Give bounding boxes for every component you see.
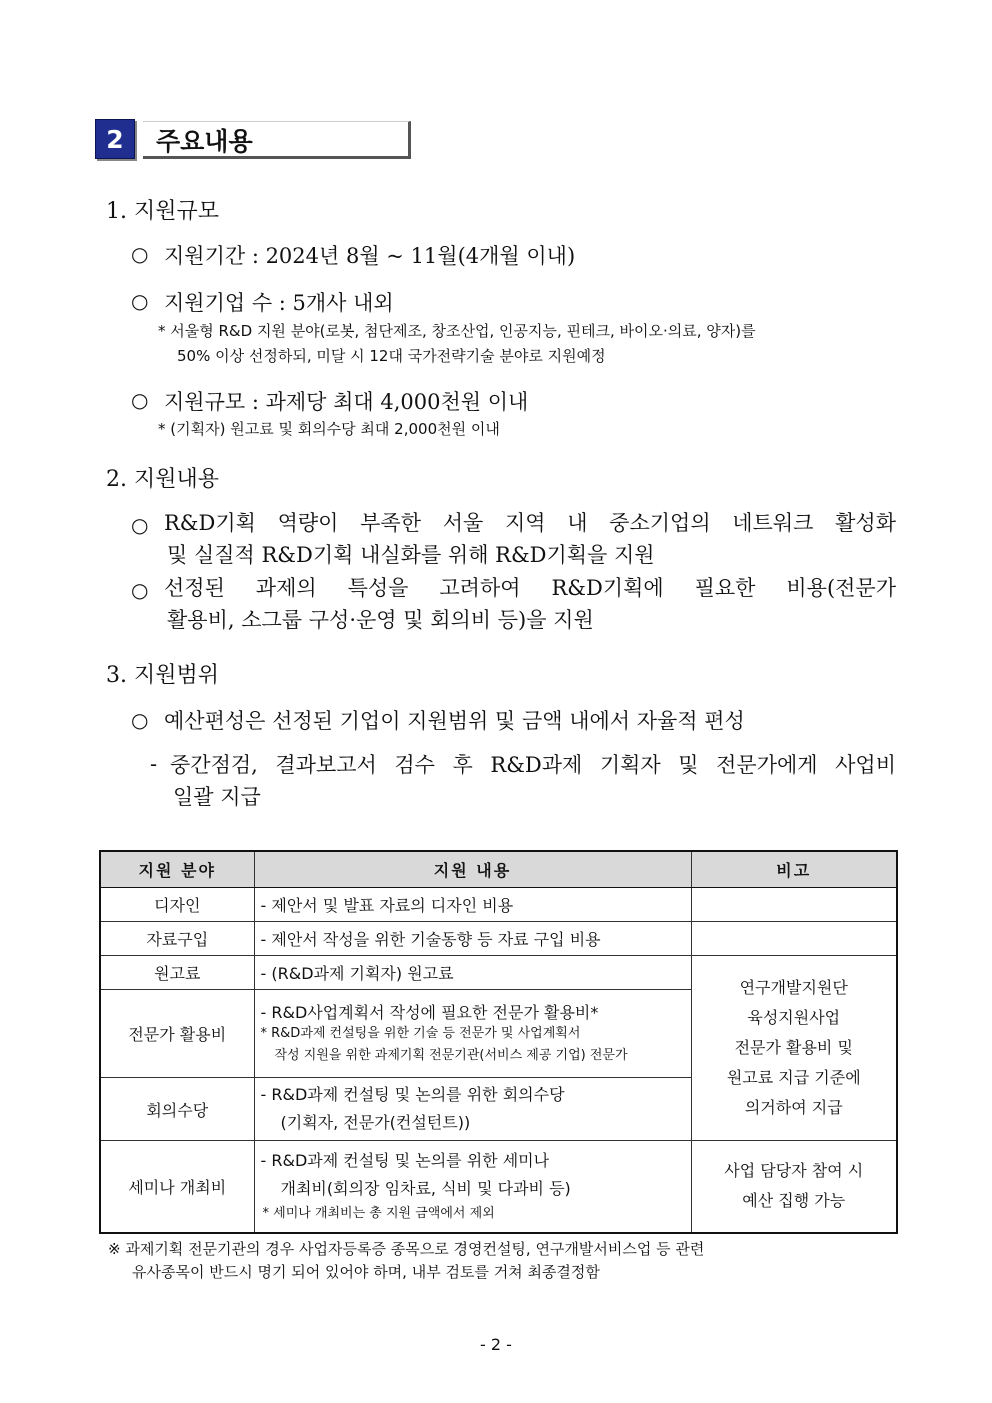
table-header-field: 지원 분야 bbox=[100, 851, 254, 888]
table-header-content: 지원 내용 bbox=[254, 851, 691, 888]
note-criteria-line: 의거하여 지급 bbox=[744, 1098, 843, 1117]
cell-field: 전문가 활용비 bbox=[100, 990, 254, 1078]
bullet-circle: ○ bbox=[131, 578, 149, 602]
table-row bbox=[100, 922, 897, 956]
cell-content-line-2: (기획자, 전문가(컨설턴트)) bbox=[280, 1113, 471, 1132]
cell-content-main: - R&D사업계획서 작성에 필요한 전문가 활용비* bbox=[260, 1003, 599, 1022]
note-company-count-1: * 서울형 R&D 지원 분야(로봇, 첨단제조, 창조산업, 인공지능, 핀테크, 바이오·의료, 양자)를 bbox=[158, 322, 756, 340]
paragraph-content-2-line-2: 활용비, 소그룹 구성·운영 및 회의비 등)을 지원 bbox=[167, 608, 594, 632]
cell-field: 세미나 개최비 bbox=[100, 1141, 254, 1233]
support-amount: 지원규모 : 과제당 최대 4,000천원 이내 bbox=[164, 390, 529, 414]
note-support-amount: * (기획자) 원고료 및 회의수당 최대 2,000천원 이내 bbox=[158, 420, 500, 438]
cell-content-line-1: - R&D과제 컨설팅 및 논의를 위한 세미나 bbox=[260, 1151, 550, 1171]
paragraph-content-2 bbox=[164, 572, 896, 636]
cell-content-sub-1: * R&D과제 컨설팅을 위한 기술 등 전문가 및 사업계획서 bbox=[260, 1026, 581, 1041]
dash-symbol: - bbox=[150, 752, 158, 776]
cell-note-empty bbox=[691, 922, 897, 956]
paragraph-content-1-line-1: R&D기획 역량이 부족한 서울 지역 내 중소기업의 네트워크 활성화 bbox=[164, 511, 896, 535]
heading-support-content: 2. 지원내용 bbox=[106, 467, 219, 492]
cell-note-criteria bbox=[691, 956, 897, 1141]
budget-formation: 예산편성은 선정된 기업이 지원범위 및 금액 내에서 자율적 편성 bbox=[164, 709, 745, 733]
bullet-circle: ○ bbox=[131, 388, 149, 412]
cell-content-sub: * 세미나 개최비는 총 지원 금액에서 제외 bbox=[262, 1206, 495, 1222]
paragraph-payment-line-1: 중간점검, 결과보고서 검수 후 R&D과제 기획자 및 전문가에게 사업비 bbox=[170, 753, 896, 777]
note-execution-line: 사업 담당자 참여 시 bbox=[724, 1161, 864, 1181]
section-number-badge: 2 bbox=[95, 119, 135, 159]
section-title: 주요내용 bbox=[156, 127, 253, 156]
heading-support-range: 3. 지원범위 bbox=[106, 663, 219, 688]
cell-note-empty bbox=[691, 888, 897, 922]
cell-content bbox=[254, 990, 691, 1078]
heading-support-scale: 1. 지원규모 bbox=[106, 199, 219, 224]
bullet-circle: ○ bbox=[131, 242, 149, 266]
cell-content: - 제안서 및 발표 자료의 디자인 비용 bbox=[254, 888, 691, 922]
footnote-line-1: ※ 과제기획 전문기관의 경우 사업자등록증 종목으로 경영컨설팅, 연구개발서비스업 등 관련 bbox=[108, 1240, 705, 1258]
table-row bbox=[100, 1141, 897, 1233]
footnote-line-2: 유사종목이 반드시 명기 되어 있어야 하며, 내부 검토를 거쳐 최종결정함 bbox=[132, 1263, 600, 1281]
paragraph-content-2-line-1: 선정된 과제의 특성을 고려하여 R&D기획에 필요한 비용(전문가 bbox=[164, 576, 896, 600]
note-company-count-2: 50% 이상 선정하되, 미달 시 12대 국가전략기술 분야로 지원예정 bbox=[177, 347, 606, 365]
table-row bbox=[100, 956, 897, 990]
paragraph-content-1 bbox=[164, 507, 896, 571]
cell-content: - (R&D과제 기획자) 원고료 bbox=[254, 956, 691, 990]
page-number: - 2 - bbox=[480, 1335, 512, 1354]
cell-field: 회의수당 bbox=[100, 1078, 254, 1141]
note-execution-line: 예산 집행 가능 bbox=[742, 1191, 846, 1211]
cell-content: - 제안서 작성을 위한 기술동향 등 자료 구입 비용 bbox=[254, 922, 691, 956]
paragraph-payment bbox=[170, 749, 896, 813]
table-header-row bbox=[100, 851, 897, 888]
cell-field: 자료구입 bbox=[100, 922, 254, 956]
cell-field: 디자인 bbox=[100, 888, 254, 922]
paragraph-content-1-line-2: 및 실질적 R&D기획 내실화를 위해 R&D기획을 지원 bbox=[167, 543, 655, 567]
footnote bbox=[108, 1238, 888, 1284]
note-criteria-line: 연구개발지원단 bbox=[739, 978, 848, 997]
support-company-count: 지원기업 수 : 5개사 내외 bbox=[164, 291, 394, 315]
bullet-circle: ○ bbox=[131, 289, 149, 313]
support-period: 지원기간 : 2024년 8월 ~ 11월(4개월 이내) bbox=[164, 244, 576, 268]
note-criteria-line: 원고료 지급 기준에 bbox=[726, 1068, 861, 1087]
bullet-circle: ○ bbox=[131, 708, 149, 732]
cell-content-line-2: 개최비(회의장 임차료, 식비 및 다과비 등) bbox=[280, 1179, 571, 1199]
bullet-circle: ○ bbox=[131, 513, 149, 537]
cell-content-line-1: - R&D과제 컨설팅 및 논의를 위한 회의수당 bbox=[260, 1085, 565, 1104]
paragraph-payment-line-2: 일괄 지급 bbox=[173, 785, 261, 809]
cell-note-execution bbox=[691, 1141, 897, 1233]
note-criteria-line: 육성지원사업 bbox=[747, 1008, 841, 1027]
cell-field: 원고료 bbox=[100, 956, 254, 990]
table-header-note: 비고 bbox=[691, 851, 897, 888]
cell-content bbox=[254, 1078, 691, 1141]
support-table bbox=[99, 850, 898, 1234]
cell-content-sub-2: 작성 지원을 위한 과제기획 전문기관(서비스 제공 기업) 전문가 bbox=[274, 1048, 628, 1063]
note-criteria-line: 전문가 활용비 및 bbox=[734, 1038, 853, 1057]
cell-content bbox=[254, 1141, 691, 1233]
table-row bbox=[100, 888, 897, 922]
